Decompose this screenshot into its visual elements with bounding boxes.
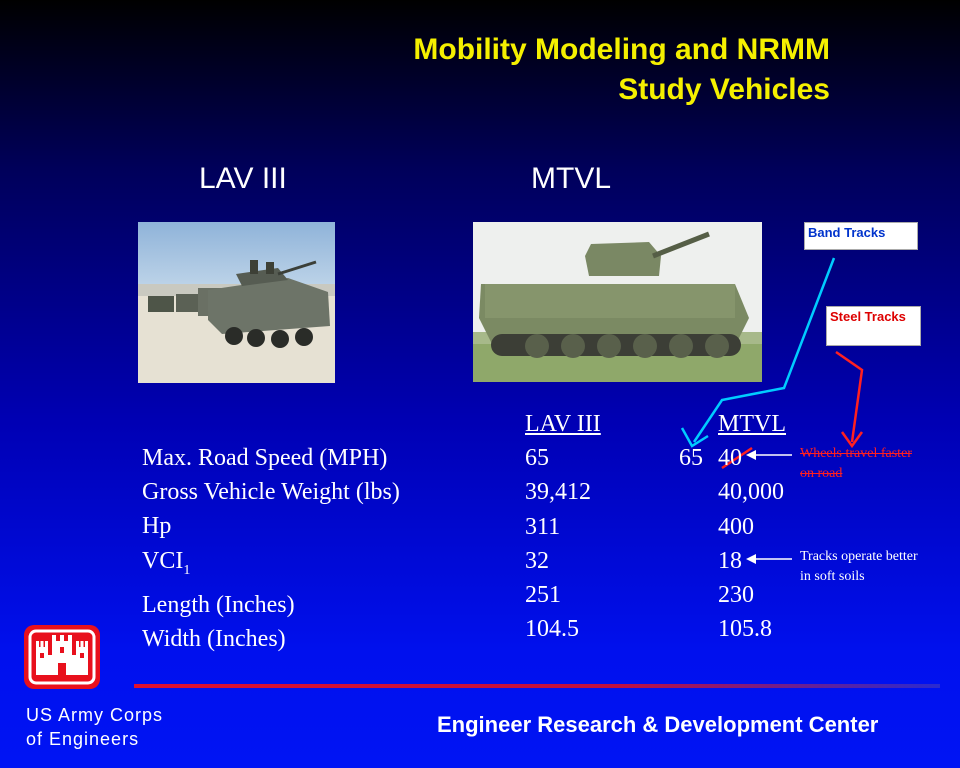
row-label: Gross Vehicle Weight (lbs) — [142, 479, 400, 506]
center-name: Engineer Research & Development Center — [437, 712, 879, 737]
row-label: Width (Inches) — [142, 625, 286, 652]
mtvl-value: 40 — [718, 445, 742, 472]
org-name-line1: US Army Corps — [26, 705, 164, 725]
lav-value: 104.5 — [525, 616, 579, 643]
lav-value: 311 — [525, 513, 561, 540]
lav-value: 251 — [525, 582, 561, 609]
mtvl-value: 400 — [718, 513, 754, 540]
lav-column-header: LAV III — [525, 411, 601, 437]
tracks-note-line1: Tracks operate better — [800, 549, 918, 564]
mtvl-value: 18 — [718, 547, 742, 574]
org-name-line2: of Engineers — [26, 729, 140, 749]
band-tracks-callout: Band Tracks — [804, 222, 918, 250]
wheels-note — [800, 444, 912, 484]
row-label: Hp — [142, 513, 172, 540]
row-label-text: VCI — [142, 547, 184, 574]
mtvl-heading: MTVL — [531, 162, 612, 195]
usace-castle-logo — [24, 625, 100, 689]
org-name — [26, 703, 163, 751]
mtvl-value: 40,000 — [718, 479, 784, 506]
lav-column — [525, 407, 601, 646]
mtvl-column — [718, 407, 786, 646]
row-labels — [142, 441, 400, 656]
mtvl-value: 230 — [718, 582, 754, 609]
tracks-note-line2: in soft soils — [800, 569, 865, 584]
steel-tracks-callout: Steel Tracks — [826, 306, 921, 346]
lav-value: 39,412 — [525, 479, 591, 506]
mtvl-column-header: MTVL — [718, 411, 786, 437]
row-label: Max. Road Speed (MPH) — [142, 445, 388, 471]
mtvl-value: 105.8 — [718, 616, 772, 643]
row-label — [142, 544, 400, 588]
wheels-note-line1: Wheels travel faster — [800, 446, 912, 461]
steel-tracks-arrow — [836, 352, 862, 442]
slide-title-line1: Mobility Modeling and NRMM — [413, 33, 830, 66]
footer-divider — [134, 684, 940, 688]
slide-title-line2: Study Vehicles — [618, 73, 830, 106]
lav-value: 32 — [525, 547, 549, 574]
row-label-subscript: 1 — [183, 562, 191, 578]
speed-annotation: 65 — [679, 445, 703, 471]
row-label: Length (Inches) — [142, 591, 295, 618]
tracks-note — [800, 547, 918, 587]
lav-heading: LAV III — [199, 162, 287, 195]
wheels-note-line2: on road — [800, 466, 843, 481]
lav-value: 65 — [525, 445, 549, 472]
